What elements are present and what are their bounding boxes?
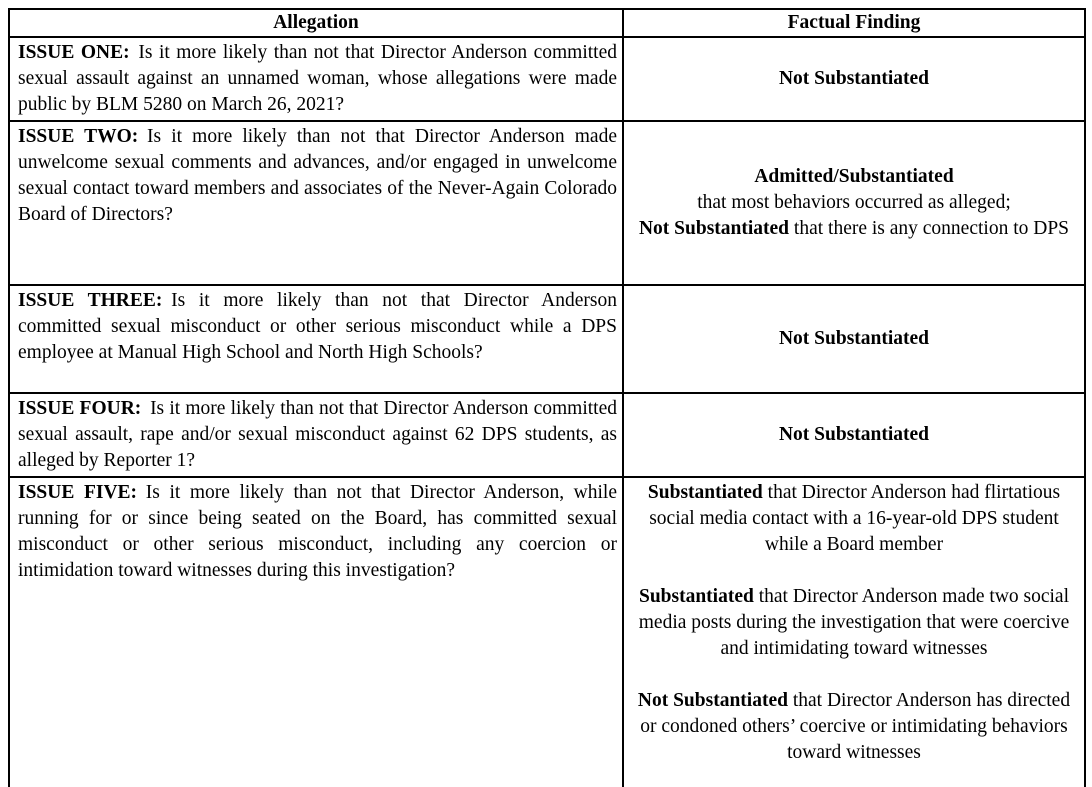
finding-paragraph bbox=[634, 66, 1074, 92]
allegation-text: Is it more likely than not that Director Anderson, while running for or since being seated on the Board, has committed sexual misconduct or other serious misconduct, including any coercion or intimidation toward witnesses during this investigation? bbox=[18, 482, 618, 581]
allegation-cell bbox=[9, 477, 623, 787]
allegation-text: Is it more likely than not that Director Anderson committed sexual misconduct or other serious misconduct while a DPS employee at Manual High School and North High Schools? bbox=[18, 290, 617, 363]
finding-cell bbox=[623, 477, 1085, 787]
finding-text-segment: Not Substantiated bbox=[638, 218, 790, 239]
allegation-cell bbox=[9, 37, 623, 121]
finding-paragraph bbox=[634, 164, 1074, 242]
issue-label: ISSUE FIVE: bbox=[18, 482, 138, 503]
finding-text-segment: Admitted/Substantiated bbox=[754, 166, 954, 187]
finding-paragraph bbox=[634, 422, 1074, 448]
allegation-cell bbox=[9, 285, 623, 393]
table-row-issue-three bbox=[9, 285, 1085, 393]
allegation-text: Is it more likely than not that Director Anderson made unwelcome sexual comments and advances, and/or engaged in unwelcome sexual contact toward members and associates of the Never-Again Colorado Board of Directors? bbox=[18, 126, 617, 225]
allegation-text: Is it more likely than not that Director Anderson committed sexual assault against an unnamed woman, whose allegations were made public by BLM 5280 on March 26, 2021? bbox=[18, 42, 617, 115]
finding-paragraph bbox=[634, 688, 1074, 766]
finding-paragraph bbox=[634, 584, 1074, 662]
finding-text-segment: Not Substantiated bbox=[637, 690, 788, 711]
issue-label: ISSUE FOUR: bbox=[18, 398, 142, 419]
finding-text-segment: that Director Anderson had flirtatious social media contact with a 16-year-old DPS student while a Board member bbox=[649, 482, 1061, 555]
issue-label: ISSUE TWO: bbox=[18, 126, 139, 147]
issue-label: ISSUE THREE: bbox=[18, 290, 163, 311]
finding-text-segment: Substantiated bbox=[638, 586, 754, 607]
finding-text-segment: Not Substantiated bbox=[778, 424, 930, 445]
table-row-issue-two bbox=[9, 121, 1085, 285]
issue-label: ISSUE ONE: bbox=[18, 42, 130, 63]
table-row-issue-four bbox=[9, 393, 1085, 477]
finding-paragraph bbox=[634, 480, 1074, 558]
allegation-cell bbox=[9, 121, 623, 285]
header-factual-finding: Factual Finding bbox=[623, 9, 1085, 37]
finding-text-segment: that Director Anderson has directed or condoned others’ coercive or intimidating behaviors toward witnesses bbox=[640, 690, 1071, 763]
allegation-text: Is it more likely than not that Director Anderson committed sexual assault, rape and/or sexual misconduct against 62 DPS students, as alleged by Reporter 1? bbox=[18, 398, 617, 471]
finding-text-segment: that most behaviors occurred as alleged; bbox=[697, 192, 1011, 213]
finding-cell bbox=[623, 37, 1085, 121]
finding-text-segment: Substantiated bbox=[647, 482, 763, 503]
table-row-issue-one bbox=[9, 37, 1085, 121]
table-row-issue-five bbox=[9, 477, 1085, 787]
finding-text-segment: Not Substantiated bbox=[778, 328, 930, 349]
finding-text-segment: that there is any connection to DPS bbox=[789, 218, 1070, 239]
allegation-cell bbox=[9, 393, 623, 477]
finding-cell bbox=[623, 121, 1085, 285]
finding-text-segment: that Director Anderson made two social media posts during the investigation that were coercive and intimidating toward witnesses bbox=[638, 586, 1070, 659]
findings-table bbox=[8, 8, 1086, 787]
finding-paragraph bbox=[634, 326, 1074, 352]
header-allegation: Allegation bbox=[9, 9, 623, 37]
finding-cell bbox=[623, 393, 1085, 477]
finding-text-segment: Not Substantiated bbox=[778, 68, 930, 89]
finding-cell bbox=[623, 285, 1085, 393]
header-row bbox=[9, 9, 1085, 37]
